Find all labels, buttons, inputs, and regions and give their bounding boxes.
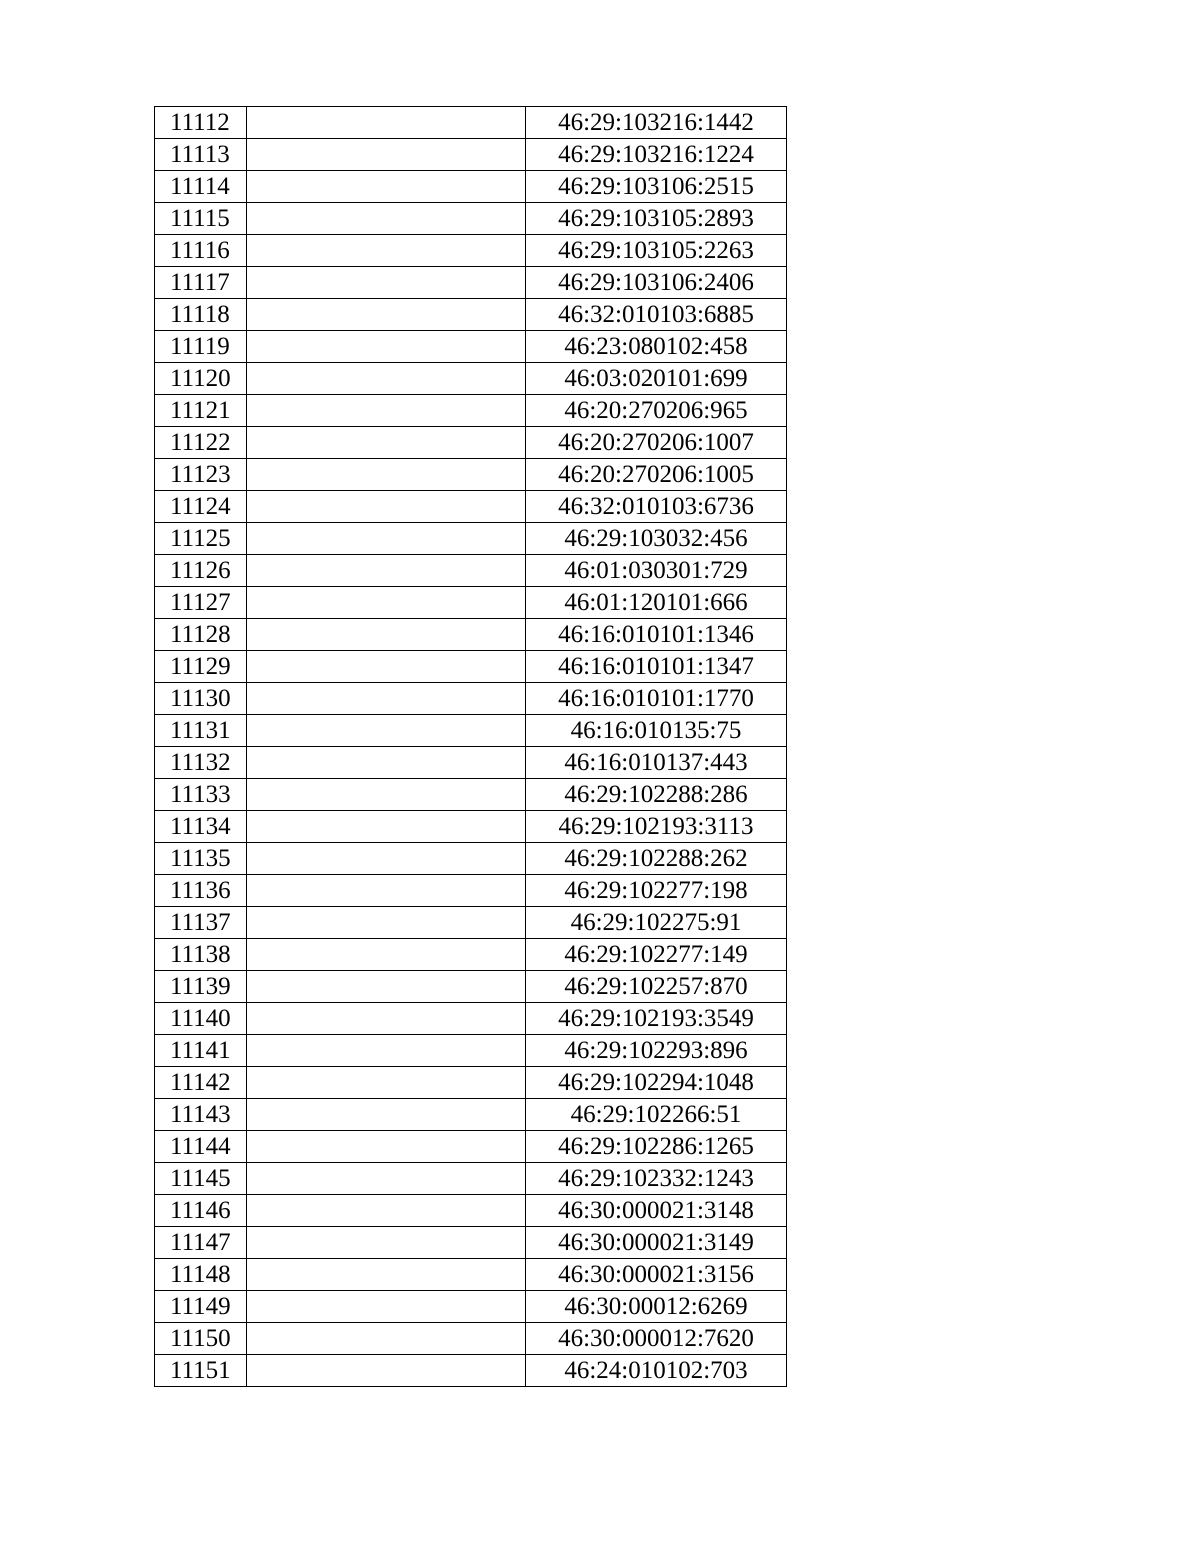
empty-cell: [247, 715, 526, 747]
table-row: [155, 1131, 787, 1163]
table-row: [155, 1099, 787, 1131]
empty-cell: [247, 779, 526, 811]
cadastral-number-cell: 46:29:102193:3113: [526, 811, 787, 843]
cadastral-number-cell: 46:29:102277:198: [526, 875, 787, 907]
empty-cell: [247, 1259, 526, 1291]
table-row: [155, 331, 787, 363]
row-number-cell: 11143: [155, 1099, 247, 1131]
cadastral-number-cell: 46:24:010102:703: [526, 1355, 787, 1387]
row-number-cell: 11149: [155, 1291, 247, 1323]
cadastral-number-cell: 46:29:102275:91: [526, 907, 787, 939]
cadastral-number-cell: 46:16:010135:75: [526, 715, 787, 747]
empty-cell: [247, 843, 526, 875]
row-number-cell: 11126: [155, 555, 247, 587]
cadastral-number-cell: 46:30:000021:3148: [526, 1195, 787, 1227]
table-row: [155, 1259, 787, 1291]
empty-cell: [247, 1355, 526, 1387]
table-row: [155, 427, 787, 459]
empty-cell: [247, 1035, 526, 1067]
row-number-cell: 11129: [155, 651, 247, 683]
empty-cell: [247, 427, 526, 459]
row-number-cell: 11123: [155, 459, 247, 491]
cadastral-number-cell: 46:29:102277:149: [526, 939, 787, 971]
row-number-cell: 11135: [155, 843, 247, 875]
row-number-cell: 11130: [155, 683, 247, 715]
cadastral-number-cell: 46:29:102293:896: [526, 1035, 787, 1067]
row-number-cell: 11125: [155, 523, 247, 555]
table-row: [155, 139, 787, 171]
cadastral-number-cell: 46:29:103106:2406: [526, 267, 787, 299]
table-row: [155, 907, 787, 939]
empty-cell: [247, 235, 526, 267]
row-number-cell: 11146: [155, 1195, 247, 1227]
empty-cell: [247, 939, 526, 971]
table-row: [155, 1035, 787, 1067]
empty-cell: [247, 331, 526, 363]
table-row: [155, 811, 787, 843]
empty-cell: [247, 459, 526, 491]
cadastral-number-cell: 46:20:270206:965: [526, 395, 787, 427]
cadastral-number-cell: 46:29:102288:262: [526, 843, 787, 875]
empty-cell: [247, 683, 526, 715]
row-number-cell: 11122: [155, 427, 247, 459]
table-row: [155, 587, 787, 619]
cadastral-number-cell: 46:32:010103:6736: [526, 491, 787, 523]
row-number-cell: 11139: [155, 971, 247, 1003]
row-number-cell: 11113: [155, 139, 247, 171]
cadastral-number-cell: 46:29:102288:286: [526, 779, 787, 811]
row-number-cell: 11115: [155, 203, 247, 235]
cadastral-number-cell: 46:29:103105:2263: [526, 235, 787, 267]
empty-cell: [247, 619, 526, 651]
table-row: [155, 459, 787, 491]
table-row: [155, 1323, 787, 1355]
table-row: [155, 619, 787, 651]
row-number-cell: 11138: [155, 939, 247, 971]
empty-cell: [247, 107, 526, 139]
cadastral-number-cell: 46:29:103032:456: [526, 523, 787, 555]
table-row: [155, 395, 787, 427]
cadastral-number-cell: 46:29:103216:1224: [526, 139, 787, 171]
cadastral-number-cell: 46:32:010103:6885: [526, 299, 787, 331]
cadastral-number-cell: 46:29:102266:51: [526, 1099, 787, 1131]
table-row: [155, 203, 787, 235]
empty-cell: [247, 1131, 526, 1163]
table-row: [155, 875, 787, 907]
empty-cell: [247, 907, 526, 939]
row-number-cell: 11112: [155, 107, 247, 139]
cadastral-number-cell: 46:30:00012:6269: [526, 1291, 787, 1323]
table-row: [155, 683, 787, 715]
table-row: [155, 491, 787, 523]
empty-cell: [247, 971, 526, 1003]
empty-cell: [247, 1195, 526, 1227]
table-row: [155, 971, 787, 1003]
empty-cell: [247, 395, 526, 427]
table-row: [155, 939, 787, 971]
row-number-cell: 11134: [155, 811, 247, 843]
cadastral-number-cell: 46:30:000021:3149: [526, 1227, 787, 1259]
row-number-cell: 11147: [155, 1227, 247, 1259]
table-row: [155, 107, 787, 139]
row-number-cell: 11120: [155, 363, 247, 395]
row-number-cell: 11140: [155, 1003, 247, 1035]
cadastral-number-cell: 46:16:010137:443: [526, 747, 787, 779]
row-number-cell: 11148: [155, 1259, 247, 1291]
row-number-cell: 11131: [155, 715, 247, 747]
empty-cell: [247, 1291, 526, 1323]
row-number-cell: 11119: [155, 331, 247, 363]
cadastral-number-cell: 46:23:080102:458: [526, 331, 787, 363]
cadastral-number-cell: 46:29:103105:2893: [526, 203, 787, 235]
row-number-cell: 11117: [155, 267, 247, 299]
empty-cell: [247, 1163, 526, 1195]
empty-cell: [247, 203, 526, 235]
cadastral-number-cell: 46:29:103216:1442: [526, 107, 787, 139]
empty-cell: [247, 523, 526, 555]
cadastral-number-cell: 46:01:120101:666: [526, 587, 787, 619]
row-number-cell: 11118: [155, 299, 247, 331]
empty-cell: [247, 299, 526, 331]
row-number-cell: 11136: [155, 875, 247, 907]
empty-cell: [247, 139, 526, 171]
data-table: [154, 106, 787, 1387]
cadastral-number-cell: 46:20:270206:1005: [526, 459, 787, 491]
cadastral-number-cell: 46:29:103106:2515: [526, 171, 787, 203]
empty-cell: [247, 651, 526, 683]
cadastral-number-cell: 46:29:102294:1048: [526, 1067, 787, 1099]
table-row: [155, 235, 787, 267]
row-number-cell: 11141: [155, 1035, 247, 1067]
cadastral-number-cell: 46:01:030301:729: [526, 555, 787, 587]
empty-cell: [247, 747, 526, 779]
table-row: [155, 523, 787, 555]
table-row: [155, 1067, 787, 1099]
table-row: [155, 1195, 787, 1227]
table-row: [155, 1355, 787, 1387]
table-body: [155, 107, 787, 1387]
empty-cell: [247, 811, 526, 843]
row-number-cell: 11124: [155, 491, 247, 523]
table-row: [155, 555, 787, 587]
row-number-cell: 11132: [155, 747, 247, 779]
row-number-cell: 11151: [155, 1355, 247, 1387]
table-row: [155, 1291, 787, 1323]
row-number-cell: 11137: [155, 907, 247, 939]
row-number-cell: 11145: [155, 1163, 247, 1195]
row-number-cell: 11127: [155, 587, 247, 619]
cadastral-number-cell: 46:30:000012:7620: [526, 1323, 787, 1355]
empty-cell: [247, 1323, 526, 1355]
cadastral-number-cell: 46:29:102193:3549: [526, 1003, 787, 1035]
empty-cell: [247, 171, 526, 203]
row-number-cell: 11116: [155, 235, 247, 267]
cadastral-number-cell: 46:20:270206:1007: [526, 427, 787, 459]
empty-cell: [247, 1067, 526, 1099]
row-number-cell: 11142: [155, 1067, 247, 1099]
table-row: [155, 171, 787, 203]
table-row: [155, 747, 787, 779]
empty-cell: [247, 1099, 526, 1131]
table-row: [155, 779, 787, 811]
row-number-cell: 11114: [155, 171, 247, 203]
empty-cell: [247, 1003, 526, 1035]
cadastral-number-cell: 46:03:020101:699: [526, 363, 787, 395]
row-number-cell: 11121: [155, 395, 247, 427]
row-number-cell: 11128: [155, 619, 247, 651]
empty-cell: [247, 1227, 526, 1259]
table-row: [155, 1003, 787, 1035]
cadastral-number-cell: 46:16:010101:1770: [526, 683, 787, 715]
empty-cell: [247, 267, 526, 299]
cadastral-number-cell: 46:16:010101:1347: [526, 651, 787, 683]
empty-cell: [247, 875, 526, 907]
table-row: [155, 1163, 787, 1195]
cadastral-number-cell: 46:29:102286:1265: [526, 1131, 787, 1163]
empty-cell: [247, 363, 526, 395]
empty-cell: [247, 491, 526, 523]
cadastral-number-cell: 46:16:010101:1346: [526, 619, 787, 651]
cadastral-number-cell: 46:30:000021:3156: [526, 1259, 787, 1291]
empty-cell: [247, 555, 526, 587]
row-number-cell: 11150: [155, 1323, 247, 1355]
row-number-cell: 11133: [155, 779, 247, 811]
table-row: [155, 715, 787, 747]
empty-cell: [247, 587, 526, 619]
table-row: [155, 363, 787, 395]
table-row: [155, 651, 787, 683]
table-row: [155, 299, 787, 331]
row-number-cell: 11144: [155, 1131, 247, 1163]
cadastral-number-cell: 46:29:102332:1243: [526, 1163, 787, 1195]
table-row: [155, 1227, 787, 1259]
cadastral-number-cell: 46:29:102257:870: [526, 971, 787, 1003]
table-row: [155, 267, 787, 299]
table-row: [155, 843, 787, 875]
